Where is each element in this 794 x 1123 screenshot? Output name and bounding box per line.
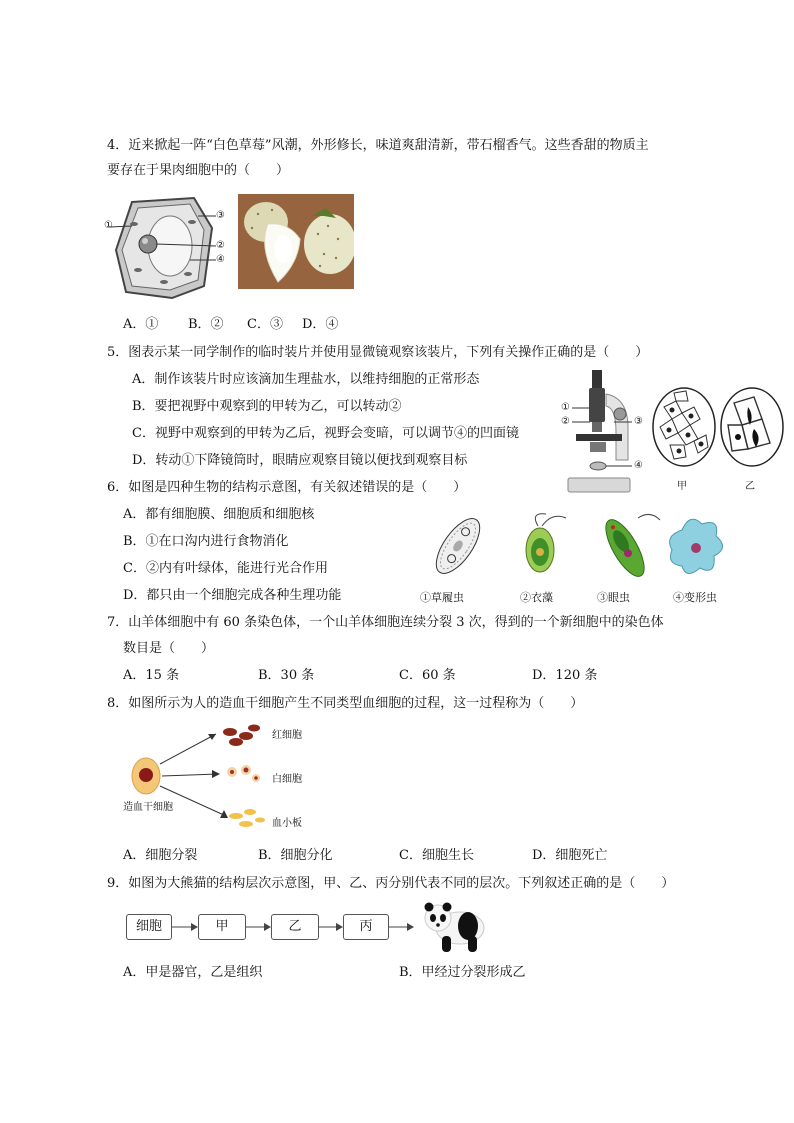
- q8-option-c: C．细胞生长: [399, 848, 474, 863]
- cell-label-1: ①: [104, 220, 113, 231]
- q7-option-b: B．30 条: [258, 668, 315, 683]
- flow-box-jia: 甲: [198, 914, 246, 940]
- four-organisms-figure: [420, 510, 730, 584]
- q5-option-a: A．制作该装片时应该滴加生理盐水，以维持细胞的正常形态: [132, 372, 480, 387]
- q6-option-d: D．都只由一个细胞完成各种生理功能: [123, 588, 342, 603]
- q9-option-a: A．甲是器官，乙是组织: [123, 965, 263, 980]
- q9-stem: 9．如图为大熊猫的结构层次示意图，甲、乙、丙分别代表不同的层次。下列叙述正确的是（ ）: [107, 876, 675, 891]
- q5-stem: 5．图表示某一同学制作的临时装片并使用显微镜观察该装片，下列有关操作正确的是（ ）: [107, 345, 649, 360]
- giant-panda-figure: [420, 898, 488, 954]
- white-strawberry-photo: [238, 194, 354, 289]
- organism-label-3: ③眼虫: [597, 591, 630, 604]
- target-label-wbc: 白细胞: [272, 774, 302, 785]
- plant-cell-figure: [104, 194, 234, 302]
- q4-option-d: D．④: [302, 317, 339, 332]
- q4-option-c: C．③: [247, 317, 283, 332]
- mic-label-3: ③: [634, 416, 643, 427]
- mic-label-2: ②: [561, 416, 570, 427]
- q7-stem-line1: 7．山羊体细胞中有 60 条染色体，一个山羊体细胞连续分裂 3 次，得到的一个新细胞中的染色体: [107, 615, 664, 630]
- q6-option-a: A．都有细胞膜、细胞质和细胞核: [123, 507, 315, 522]
- organism-label-1: ①草履虫: [420, 591, 464, 604]
- q4-stem-line1: 4．近来掀起一阵“白色草莓”风潮，外形修长，味道爽甜清新，带石榴香气。这些香甜的物质主: [107, 138, 649, 153]
- microscope-figure: [562, 368, 644, 496]
- q7-option-c: C．60 条: [399, 668, 456, 683]
- q6-option-b: B．①在口沟内进行食物消化: [123, 534, 289, 549]
- q7-stem-line2: 数目是（ ）: [123, 641, 215, 656]
- microscope-views: [650, 385, 788, 469]
- q6-option-c: C．②内有叶绿体，能进行光合作用: [123, 561, 328, 576]
- q9-option-b: B．甲经过分裂形成乙: [399, 965, 526, 980]
- q8-stem: 8．如图所示为人的造血干细胞产生不同类型血细胞的过程，这一过程称为（ ）: [107, 696, 584, 711]
- q8-option-b: B．细胞分化: [258, 848, 333, 863]
- flow-box-bing: 丙: [343, 914, 389, 940]
- source-label-stem-cell: 造血干细胞: [123, 802, 173, 813]
- blood-cell-differentiation-figure: [120, 720, 270, 830]
- cell-label-4: ④: [216, 254, 225, 265]
- target-label-rbc: 红细胞: [272, 730, 302, 741]
- q5-option-d: D．转动①下降镜筒时，眼睛应观察目镜以便找到观察目标: [132, 453, 468, 468]
- mic-label-4: ④: [634, 460, 643, 471]
- q8-option-d: D．细胞死亡: [532, 848, 608, 863]
- q5-option-c: C．视野中观察到的甲转为乙后，视野会变暗，可以调节④的凹面镜: [132, 426, 519, 441]
- q4-option-a: A．①: [123, 317, 159, 332]
- cell-label-3: ③: [216, 210, 225, 221]
- target-label-platelet: 血小板: [272, 818, 302, 829]
- view-label-jia: 甲: [677, 481, 687, 492]
- view-label-yi: 乙: [745, 481, 755, 492]
- q6-stem: 6．如图是四种生物的结构示意图，有关叙述错误的是（ ）: [107, 480, 467, 495]
- q4-option-b: B．②: [188, 317, 224, 332]
- flow-arrows: [170, 918, 420, 936]
- cell-label-2: ②: [216, 240, 225, 251]
- q7-option-a: A．15 条: [123, 668, 180, 683]
- mic-label-1: ①: [561, 402, 570, 413]
- q5-option-b: B．要把视野中观察到的甲转为乙，可以转动②: [132, 399, 402, 414]
- flow-box-yi: 乙: [271, 914, 319, 940]
- flow-box-cell: 细胞: [126, 914, 172, 940]
- q4-stem-line2: 要存在于果肉细胞中的（ ）: [107, 163, 290, 178]
- organism-label-4: ④变形虫: [673, 591, 717, 604]
- q7-option-d: D．120 条: [532, 668, 598, 683]
- organism-label-2: ②衣藻: [520, 591, 553, 604]
- q8-option-a: A．细胞分裂: [123, 848, 198, 863]
